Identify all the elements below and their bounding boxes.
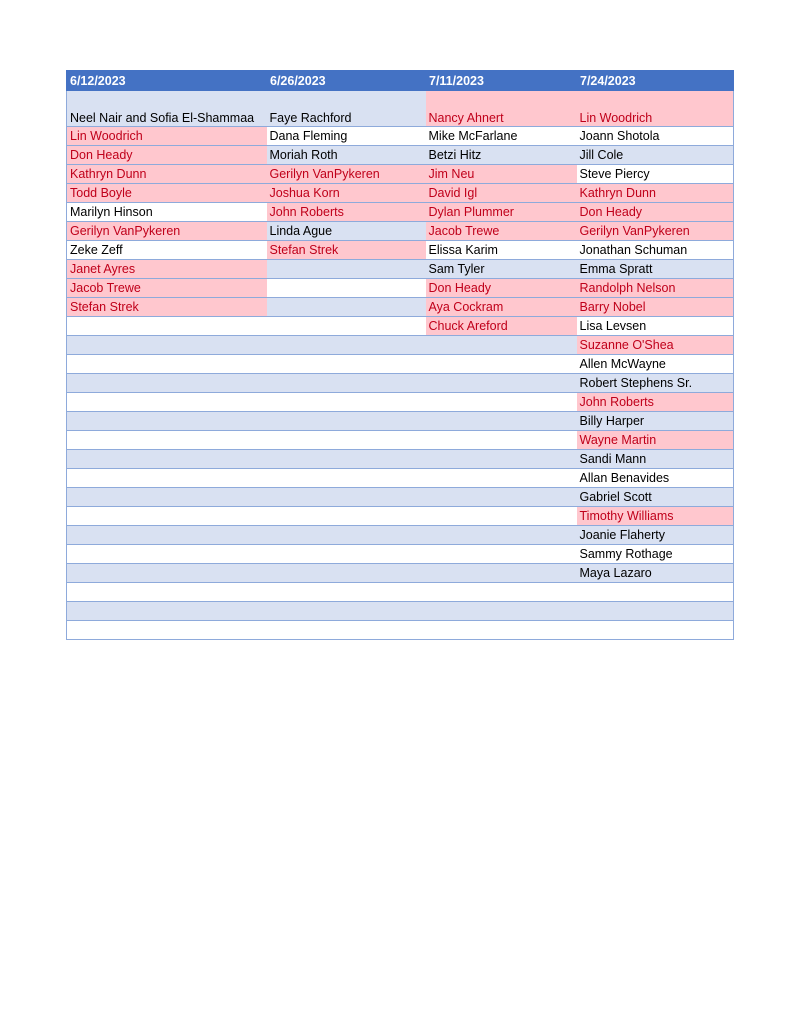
name-cell[interactable]: Todd Boyle	[67, 184, 267, 203]
name-cell[interactable]: Billy Harper	[577, 412, 734, 431]
table-row	[67, 298, 734, 317]
empty-cell[interactable]	[267, 583, 426, 602]
name-cell[interactable]: Wayne Martin	[577, 431, 734, 450]
name-cell[interactable]: Lin Woodrich	[67, 127, 267, 146]
empty-cell[interactable]	[426, 621, 577, 640]
empty-cell[interactable]	[426, 336, 577, 355]
empty-cell[interactable]	[67, 431, 267, 450]
empty-cell[interactable]	[426, 507, 577, 526]
name-cell[interactable]: Stefan Strek	[267, 241, 426, 260]
name-cell[interactable]: Sammy Rothage	[577, 545, 734, 564]
table-row	[67, 431, 734, 450]
name-cell[interactable]: Jacob Trewe	[67, 279, 267, 298]
name-cell[interactable]: Sandi Mann	[577, 450, 734, 469]
table-row	[67, 393, 734, 412]
empty-cell[interactable]	[267, 298, 426, 317]
empty-cell[interactable]	[267, 488, 426, 507]
empty-cell[interactable]	[426, 450, 577, 469]
name-cell[interactable]: Joshua Korn	[267, 184, 426, 203]
empty-cell[interactable]	[426, 431, 577, 450]
name-cell[interactable]: Faye Rachford	[267, 91, 426, 127]
empty-cell[interactable]	[67, 602, 267, 621]
empty-cell[interactable]	[67, 393, 267, 412]
name-cell[interactable]: Joanie Flaherty	[577, 526, 734, 545]
table-row	[67, 91, 734, 127]
table-row	[67, 374, 734, 393]
name-cell[interactable]: Gerilyn VanPykeren	[267, 165, 426, 184]
empty-cell[interactable]	[267, 450, 426, 469]
empty-cell[interactable]	[67, 583, 267, 602]
empty-cell[interactable]	[267, 621, 426, 640]
table-row	[67, 146, 734, 165]
table-row	[67, 241, 734, 260]
table-row	[67, 545, 734, 564]
table-row	[67, 355, 734, 374]
name-cell[interactable]: John Roberts	[267, 203, 426, 222]
empty-cell[interactable]	[67, 355, 267, 374]
table-row	[67, 279, 734, 298]
empty-cell[interactable]	[426, 545, 577, 564]
name-cell[interactable]: Dylan Plummer	[426, 203, 577, 222]
name-cell[interactable]: David Igl	[426, 184, 577, 203]
name-cell[interactable]: Jonathan Schuman	[577, 241, 734, 260]
name-cell[interactable]: Randolph Nelson	[577, 279, 734, 298]
empty-cell[interactable]	[67, 526, 267, 545]
name-cell[interactable]: Robert Stephens Sr.	[577, 374, 734, 393]
date-header-4: 7/24/2023	[577, 71, 734, 91]
empty-cell[interactable]	[267, 317, 426, 336]
empty-cell[interactable]	[426, 602, 577, 621]
table-row	[67, 469, 734, 488]
table-row	[67, 621, 734, 640]
table-row	[67, 127, 734, 146]
table-row	[67, 222, 734, 241]
name-cell[interactable]: Joann Shotola	[577, 127, 734, 146]
empty-cell[interactable]	[267, 355, 426, 374]
name-cell[interactable]: Emma Spratt	[577, 260, 734, 279]
date-header-3: 7/11/2023	[426, 71, 577, 91]
name-cell[interactable]: Elissa Karim	[426, 241, 577, 260]
empty-cell[interactable]	[267, 431, 426, 450]
empty-cell[interactable]	[267, 393, 426, 412]
empty-cell[interactable]	[67, 336, 267, 355]
name-cell[interactable]: Chuck Areford	[426, 317, 577, 336]
empty-cell[interactable]	[426, 374, 577, 393]
name-cell[interactable]: Gerilyn VanPykeren	[577, 222, 734, 241]
empty-cell[interactable]	[267, 374, 426, 393]
date-header-2: 6/26/2023	[267, 71, 426, 91]
empty-cell[interactable]	[267, 260, 426, 279]
name-cell[interactable]: Neel Nair and Sofia El-Shammaa	[67, 91, 267, 127]
table-row	[67, 488, 734, 507]
empty-cell[interactable]	[267, 507, 426, 526]
empty-cell[interactable]	[577, 583, 734, 602]
name-cell[interactable]: Marilyn Hinson	[67, 203, 267, 222]
empty-cell[interactable]	[267, 336, 426, 355]
name-cell[interactable]: Maya Lazaro	[577, 564, 734, 583]
name-cell[interactable]: Don Heady	[426, 279, 577, 298]
empty-cell[interactable]	[426, 412, 577, 431]
table-row	[67, 165, 734, 184]
table-body	[67, 91, 734, 640]
name-cell[interactable]: Kathryn Dunn	[67, 165, 267, 184]
name-cell[interactable]: Stefan Strek	[67, 298, 267, 317]
empty-cell[interactable]	[267, 412, 426, 431]
table-row	[67, 564, 734, 583]
name-cell[interactable]: Zeke Zeff	[67, 241, 267, 260]
empty-cell[interactable]	[67, 621, 267, 640]
empty-cell[interactable]	[67, 450, 267, 469]
empty-cell[interactable]	[577, 602, 734, 621]
name-cell[interactable]: John Roberts	[577, 393, 734, 412]
name-cell[interactable]: Timothy Williams	[577, 507, 734, 526]
empty-cell[interactable]	[426, 469, 577, 488]
table-row	[67, 583, 734, 602]
empty-cell[interactable]	[67, 317, 267, 336]
empty-cell[interactable]	[267, 602, 426, 621]
name-cell[interactable]: Mike McFarlane	[426, 127, 577, 146]
empty-cell[interactable]	[267, 526, 426, 545]
empty-cell[interactable]	[67, 545, 267, 564]
header-row	[67, 71, 734, 91]
table-row	[67, 450, 734, 469]
empty-cell[interactable]	[267, 469, 426, 488]
table-row	[67, 602, 734, 621]
table-row	[67, 203, 734, 222]
name-cell[interactable]: Sam Tyler	[426, 260, 577, 279]
table-row	[67, 260, 734, 279]
empty-cell[interactable]	[67, 374, 267, 393]
name-cell[interactable]: Kathryn Dunn	[577, 184, 734, 203]
name-cell[interactable]: Linda Ague	[267, 222, 426, 241]
name-cell[interactable]: Aya Cockram	[426, 298, 577, 317]
table-row	[67, 507, 734, 526]
table-row	[67, 412, 734, 431]
empty-cell[interactable]	[267, 279, 426, 298]
schedule-table	[66, 70, 734, 640]
name-cell[interactable]: Barry Nobel	[577, 298, 734, 317]
table-row	[67, 336, 734, 355]
empty-cell[interactable]	[426, 583, 577, 602]
table-row	[67, 184, 734, 203]
name-cell[interactable]: Allan Benavides	[577, 469, 734, 488]
empty-cell[interactable]	[67, 507, 267, 526]
empty-cell[interactable]	[267, 564, 426, 583]
name-cell[interactable]: Lin Woodrich	[577, 91, 734, 127]
name-cell[interactable]: Don Heady	[67, 146, 267, 165]
empty-cell[interactable]	[67, 469, 267, 488]
name-cell[interactable]: Betzi Hitz	[426, 146, 577, 165]
name-cell[interactable]: Jim Neu	[426, 165, 577, 184]
name-cell[interactable]: Dana Fleming	[267, 127, 426, 146]
empty-cell[interactable]	[67, 412, 267, 431]
name-cell[interactable]: Jacob Trewe	[426, 222, 577, 241]
name-cell[interactable]: Gabriel Scott	[577, 488, 734, 507]
name-cell[interactable]: Lisa Levsen	[577, 317, 734, 336]
empty-cell[interactable]	[67, 564, 267, 583]
empty-cell[interactable]	[67, 488, 267, 507]
table-row	[67, 317, 734, 336]
empty-cell[interactable]	[426, 355, 577, 374]
name-cell[interactable]: Allen McWayne	[577, 355, 734, 374]
name-cell[interactable]: Janet Ayres	[67, 260, 267, 279]
date-header-1: 6/12/2023	[67, 71, 267, 91]
name-cell[interactable]: Don Heady	[577, 203, 734, 222]
name-cell[interactable]: Suzanne O'Shea	[577, 336, 734, 355]
name-cell[interactable]: Steve Piercy	[577, 165, 734, 184]
name-cell[interactable]: Nancy Ahnert	[426, 91, 577, 127]
empty-cell[interactable]	[426, 488, 577, 507]
empty-cell[interactable]	[577, 621, 734, 640]
empty-cell[interactable]	[426, 564, 577, 583]
empty-cell[interactable]	[426, 393, 577, 412]
name-cell[interactable]: Moriah Roth	[267, 146, 426, 165]
empty-cell[interactable]	[267, 545, 426, 564]
name-cell[interactable]: Gerilyn VanPykeren	[67, 222, 267, 241]
name-cell[interactable]: Jill Cole	[577, 146, 734, 165]
empty-cell[interactable]	[426, 526, 577, 545]
table-row	[67, 526, 734, 545]
